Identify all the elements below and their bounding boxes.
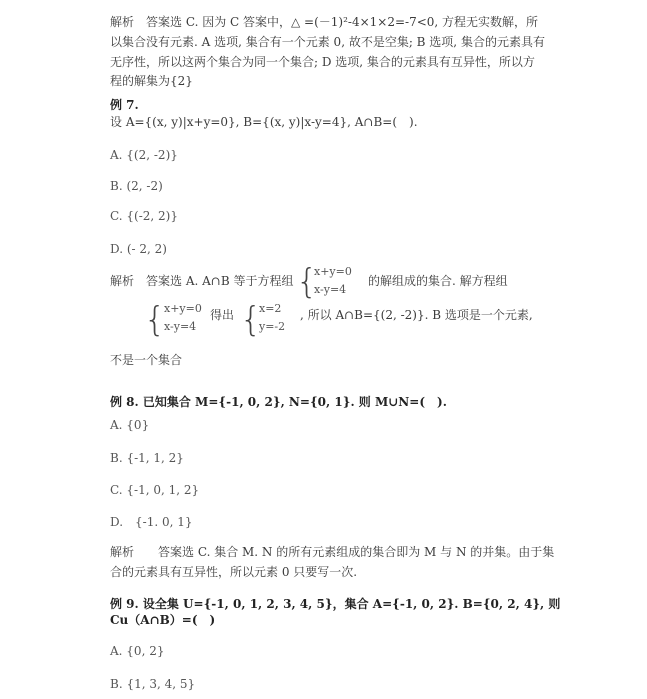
equation: x+y=0 [314,265,352,278]
analysis-line: 解析 答案选 C. 因为 C 答案中，△ =(－1)²-4×1×2=-7<0, 方程无实数解，所 [110,15,539,29]
equation: x-y=4 [314,283,347,296]
equation: y=-2 [259,320,286,333]
question-text: 例 9. 设全集 U={-1, 0, 1, 2, 3, 4, 5}，集合 A={-1, 0, 2}. B={0, 2, 4}, 则 [110,597,561,611]
analysis-line: 无序性，所以这两个集合为同一个集合; D 选项, 集合的元素具有互异性，所以方 [110,55,535,69]
option-b: B. {1, 3, 4, 5} [110,677,196,691]
analysis-lead: 解析 答案选 A. A∩B 等于方程组 [110,274,294,288]
analysis-text: 得出 [210,308,235,322]
option-b: B. {-1, 1, 2} [110,451,184,465]
equation: x-y=4 [164,320,197,333]
option-c: C. {-1, 0, 1, 2} [110,483,200,497]
option-d: D. (- 2, 2) [110,242,167,256]
brace-symbol: { [240,300,262,340]
analysis-line: 程的解集为{2} [110,74,193,88]
option-a: A. {0, 2} [110,644,165,658]
question-text: Cu（A∩B）=( ) [110,613,216,627]
analysis-text: , 所以 A∩B={(2, -2)}. B 选项是一个元素, [300,308,533,322]
analysis-line: 解析 答案选 C. 集合 M. N 的所有元素组成的集合即为 M 与 N 的并集。由于集 [110,545,555,559]
option-c: C. {(-2, 2)} [110,209,178,223]
brace-symbol: { [144,300,166,340]
example-title: 例 7. [110,98,139,112]
equation: x+y=0 [164,302,202,315]
option-d: D. {-1. 0, 1} [110,515,193,529]
analysis-text: 不是一个集合 [110,353,183,367]
analysis-line: 合的元素具有互异性，所以元素 0 只要写一次. [110,565,358,579]
analysis-text: 的解组成的集合. 解方程组 [368,274,508,288]
option-b: B. (2, -2) [110,179,163,193]
question-text: 设 A={(x, y)|x+y=0}, B={(x, y)|x-y=4}, A∩B=( ). [110,115,418,129]
option-a: A. {(2, -2)} [110,148,178,162]
brace-symbol: { [296,262,318,302]
question-text: 例 8. 已知集合 M={-1, 0, 2}, N={0, 1}. 则 M∪N=( ). [110,395,447,409]
analysis-line: 以集合没有元素. A 选项, 集合有一个元素 0, 故不是空集; B 选项, 集合的元素具有 [110,35,545,49]
option-a: A. {0} [110,418,150,432]
equation: x=2 [259,302,282,315]
